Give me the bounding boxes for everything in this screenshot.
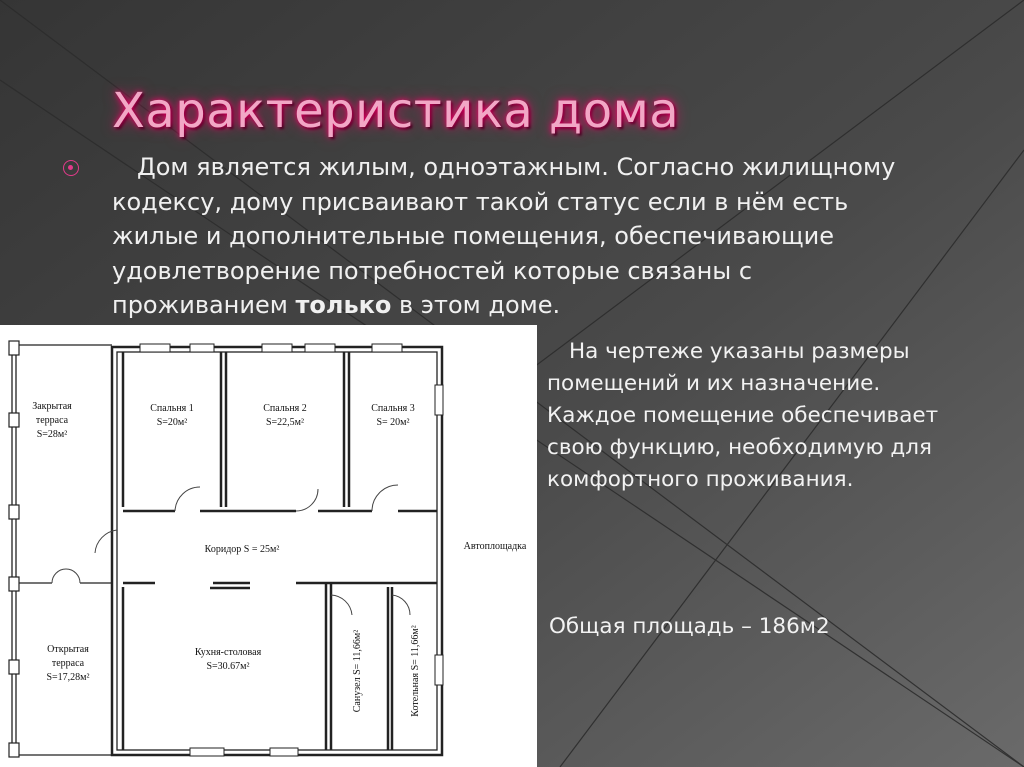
room-label: Спальня 1 [150, 403, 194, 414]
body-line-start: проживанием [112, 291, 296, 319]
body-line [112, 288, 1012, 323]
body-paragraph [112, 150, 1012, 323]
room-area: S=28м² [36, 429, 68, 440]
room-area: S=30.67м² [206, 661, 250, 672]
room-area: S= 20м² [376, 417, 410, 428]
room-label: Коридор S = 25м² [204, 544, 280, 555]
floor-plan-drawing [0, 325, 537, 767]
total-area: Общая площадь – 186м2 [549, 614, 830, 639]
room-area: S=22,5м² [265, 417, 305, 428]
room-label: Открытая [47, 644, 89, 655]
room-label: терраса [35, 415, 69, 426]
room-label: Закрытая [32, 401, 72, 412]
description-line: свою функцию, необходимую для [547, 435, 932, 460]
body-line: удовлетворение потребностей которые связаны с [112, 256, 753, 285]
floor-plan-image [0, 325, 537, 767]
room-area: S=20м² [156, 417, 188, 428]
description-line: Каждое помещение обеспечивает [547, 403, 939, 428]
body-line: Дом является жилым, одноэтажным. Согласно жилищному [137, 153, 896, 181]
body-line: кодексу, дому присваивают такой статус если в нём есть [112, 187, 849, 216]
room-label: Автоплощадка [463, 541, 527, 552]
description-line: помещений и их назначение. [547, 371, 881, 396]
room-label: Котельная S= 11,66м² [410, 625, 421, 717]
description-line: комфортного проживания. [547, 467, 854, 492]
description-line: На чертеже указаны размеры [569, 339, 910, 364]
room-label: Спальня 2 [263, 403, 307, 414]
room-area: S=17,28м² [46, 672, 90, 683]
slide-title: Характеристика дома [112, 83, 680, 139]
body-line: жилые и дополнительные помещения, обеспечивающие [112, 222, 834, 250]
room-label: Санузел S= 11,66м² [352, 629, 363, 713]
body-line-end: в этом доме. [391, 291, 561, 319]
room-label: Спальня 3 [371, 403, 415, 414]
plan-description [547, 336, 1017, 496]
body-line-bold: только [295, 291, 392, 319]
room-label: терраса [51, 658, 85, 669]
bullet-circle-icon [63, 160, 79, 176]
room-label: Кухня-столовая [194, 647, 262, 658]
